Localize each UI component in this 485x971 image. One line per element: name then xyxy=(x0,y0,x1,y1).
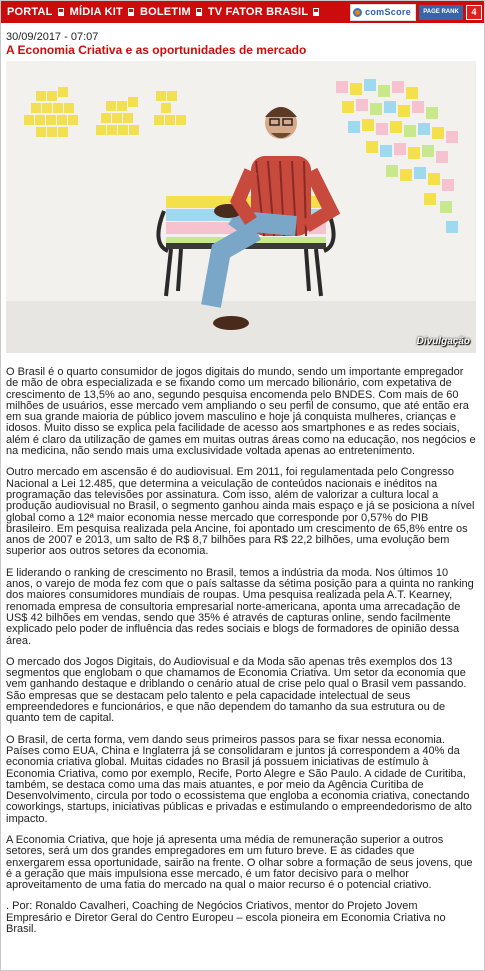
article-photo xyxy=(6,61,476,353)
nav-item-label: MÍDIA KIT xyxy=(69,6,123,18)
nav-item-label: BOLETIM xyxy=(139,6,191,18)
flag-icon xyxy=(128,8,134,16)
nav-item-label: TV FATOR BRASIL xyxy=(207,6,309,18)
photo-illustration xyxy=(6,61,476,353)
nav-item-tv-fator-brasil[interactable] xyxy=(202,6,319,18)
nav-item-boletim[interactable] xyxy=(134,6,202,18)
article-paragraph: E liderando o ranking de crescimento no Brasil, temos a indústria da moda. Nos últimos 10 anos, o varejo de moda fez com que o país saltasse da sétima posição para a quinta no ranking dos maiores consumidores mundiais de roupas. Uma pesquisa realizada pela A.T. Kearney, renomada empresa de consultoria empresarial norte-americana, aponta uma arrecadação de US$ 42 bilhões em vendas, sendo que 35% é através de capturas online, sendo facilmente explicado pelo poder de influência das redes sociais e blogs de formadores de opinião dessa área. xyxy=(6,566,474,647)
comscore-label: comScore xyxy=(365,7,411,17)
article-date: 30/09/2017 - 07:07 xyxy=(6,31,99,43)
pagerank-badge[interactable]: PAGE RANK xyxy=(419,5,463,20)
flag-icon xyxy=(196,8,202,16)
nav-item-label: PORTAL xyxy=(7,6,53,18)
comscore-logo-icon xyxy=(353,8,362,17)
article-paragraph: O Brasil é o quarto consumidor de jogos digitais do mundo, sendo um importante empregador de mão de obra especializada e se fixando como um mercado bilionário, com expetativa de crescimento de 13,5% ao ano, segundo pesquisa encomenda pelo BNDES. Com mais de 60 milhões de usuários, esse mercado vem ampliando o seu perfil de consumo, que até então era em sua grande maioria de público jovem masculino e hoje já conquista mulheres, crianças e idosos. Muito disso se explica pela facilidade de acesso aos smartphones e as redes sociais, além é claro da utilização de games em muitas outras áreas como na educação, nos negócios e na medicina, não sendo mais uma exclusividade voltada apenas ao entretenimento. xyxy=(6,366,476,458)
flag-icon xyxy=(313,8,319,16)
article-author: . Por: Ronaldo Cavalheri, Coaching de Negócios Criativos, mentor do Projeto Jovem Empresário e Diretor Geral do Centro Europeu – escola pioneira em Economia Criativa no Brasil. xyxy=(6,900,446,936)
article-paragraph: Outro mercado em ascensão é do audiovisual. Em 2011, foi regulamentada pelo Congresso Nacional a Lei 12.485, que determina a veiculação de conteúdos nacionais e inéditos na programação das televisões por assinatura. Com isso, além de valorizar a cultura local a produção audiovisual no Brasil, o segmento ganhou ainda mais espaço e já se posiciona a nível global como a 12ª maior economia nesse mercado que corresponde por 0,57% do PIB brasileiro. Em pesquisa realizada pela Ancine, foi apontado um crescimento de 65,8% entre os anos de 2007 e 2013, um salto de R$ 8,7 bilhões para R$ 22,2 bilhões, uma evolução bem superior aos outros setores da economia. xyxy=(6,466,475,558)
article-paragraph: O mercado dos Jogos Digitais, do Audiovisual e da Moda são apenas três exemplos dos 13 segmentos que englobam o que chamamos de Economia Criativa. Um setor da economia que vem ganhando destaque e driblando o cenário atual de crise pelo qual o Brasil vem passando. São empresas que se destacam pelo talento e pela capacidade intelectual de seus empreendedores e funcionários, e que não dependem do tamanho da sua estrutura ou de quanto tem de capital. xyxy=(6,655,467,725)
article-paragraph: A Economia Criativa, que hoje já apresenta uma média de remuneração superior a outros setores, será um dos grandes empregadores em um futuro breve. E as cidades que enxergarem essa oportunidade, sairão na frente. O olhar sobre a formação de seus jovens, que é a geração que mais impulsiona esse mercado, é um fator decisivo para o melhor aproveitamento de uma fatia do mercado na qual o maior recurso é o potencial criativo. xyxy=(6,833,473,892)
photo-credit: Divulgação xyxy=(416,336,470,347)
top-navigation-bar xyxy=(1,1,484,23)
nav-item-portal[interactable] xyxy=(1,6,64,18)
article-title: A Economia Criativa e as oportunidades de mercado xyxy=(6,43,307,57)
nav-item-midia-kit[interactable] xyxy=(64,6,134,18)
badges xyxy=(350,4,484,21)
comscore-badge[interactable] xyxy=(350,4,416,21)
flag-icon xyxy=(58,8,64,16)
article-paragraph: O Brasil, de certa forma, vem dando seus primeiros passos para se fixar nessa economia. Países como EUA, China e Inglaterra já se consolidaram e juntos já correspondem a 40% da economia criativa global. Muitas cidades no Brasil já possuem iniciativas de estímulo à Economia Criativa, como por exemplo, Recife, Porto Alegre e São Paulo. A cidade de Curitiba, também, se destaca como uma das mais atuantes, e por meio da Agência Curitiba de Desenvolvimento, circula por todo o ecossistema que engloba a economia criativa, conectando coworkings, startups, iniciativas públicas e privadas e estimulando o empreendedorismo de alto impacto. xyxy=(6,733,472,825)
pagerank-value: 4 xyxy=(466,5,482,20)
article-body xyxy=(6,367,476,945)
